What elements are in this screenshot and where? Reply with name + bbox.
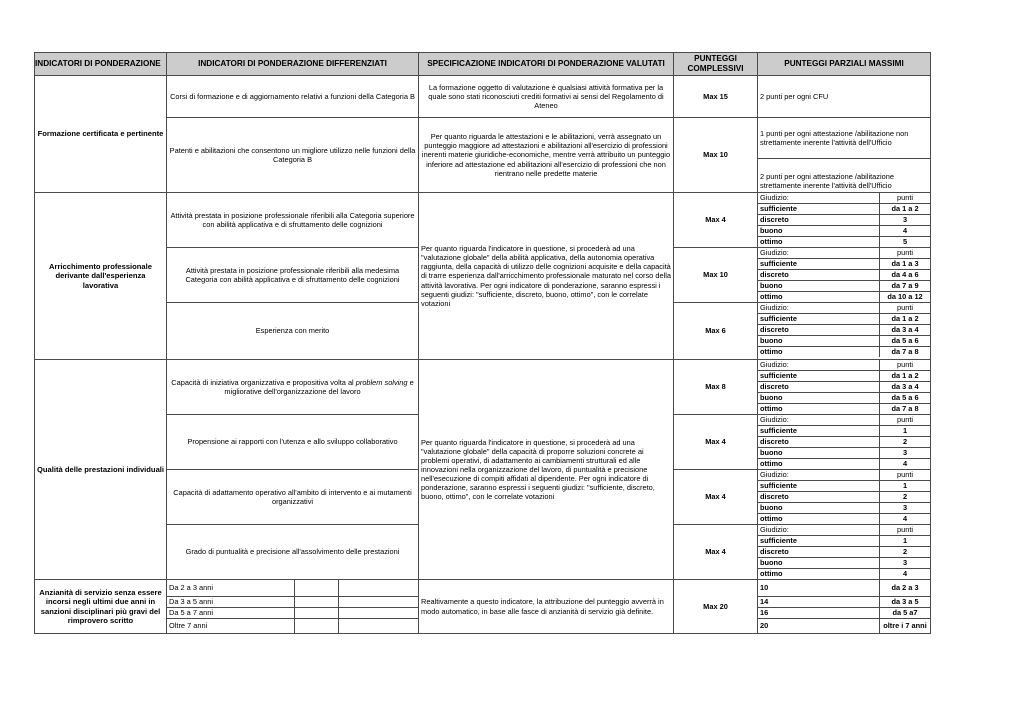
score-scale-row [758, 248, 930, 259]
judgement-points: punti [880, 360, 931, 371]
judgement-points: da 1 a 2 [880, 371, 931, 382]
judgement-points: da 7 a 8 [891, 347, 919, 357]
judgement-label: buono [758, 393, 880, 404]
judgement-label: sufficiente [758, 426, 880, 437]
judgement-points: 4 [902, 459, 908, 469]
seniority-range: Da 3 a 5 anni [167, 597, 295, 608]
judgement-label: buono [758, 226, 880, 237]
judgement-label: Giudizio: [758, 415, 880, 426]
header-total-scores: PUNTEGGI COMPLESSIVI [674, 53, 758, 76]
judgement-points: 3 [880, 503, 931, 514]
judgement-label: ottimo [758, 569, 880, 580]
judgement-label: buono [758, 448, 880, 459]
judgement-label: Giudizio: [758, 303, 880, 314]
specification-text: Per quanto riguarda l'indicatore in questione, si procederà ad una "valutazione globale" della abilità applicativa, della autonomia operativa raggiunta, della capacità di utilizzo delle cognizioni acquisite e della capacità di trarre esperienza dall'arricchimento professionale maturato nel corso della attività lavorativa. Per ogni indicatore di ponderazione, saranno espressi i seguenti giudizi: "sufficiente, discreto, buono, ottimo", con le correlate votazioni [419, 193, 674, 360]
score-scale [758, 248, 930, 302]
score-scale-row [758, 437, 930, 448]
indicator-seniority: Anzianità di servizio senza essere incorsi negli ultimi due anni in sanzioni disciplinari più gravi del rimprovero scritto [35, 580, 167, 634]
total-score: Max 20 [674, 580, 758, 634]
judgement-label: discreto [758, 215, 880, 226]
judgement-points: 2 [880, 492, 931, 503]
table-row [35, 360, 931, 415]
score-scale-row [758, 470, 930, 481]
specification-text: Per quanto riguarda l'indicatore in questione, si procederà ad una "valutazione globale" della capacità di proporre soluzioni concrete ai problemi operativi, di adattamento ai cambiamenti strutturali ed alle innovazioni nella organizzazione del lavoro, di puntualità e precisione nell'esecuzione di compiti affidati al dipendente. Per ogni indicatore di ponderazione, saranno espressi i seguenti giudizi: "sufficiente, discreto, buono, ottimo", con le correlate votazioni [419, 360, 674, 580]
judgement-points: punti [880, 303, 931, 314]
score-scale-row [758, 204, 930, 215]
seniority-range: Da 2 a 3 anni [167, 580, 295, 597]
judgement-label: buono [758, 503, 880, 514]
score-scale-row [758, 514, 930, 525]
score-scale-row [758, 459, 930, 470]
judgement-label: sufficiente [758, 259, 880, 270]
seniority-score-range: da 3 a 5 [880, 597, 931, 608]
indicator-training: Formazione certificata e pertinente [35, 76, 167, 193]
judgement-label: buono [758, 558, 880, 569]
differentiated-indicator: Esperienza con merito [167, 303, 419, 360]
score-scale [758, 303, 930, 357]
seniority-points: 10 [758, 580, 880, 597]
header-indicators: INDICATORI DI PONDERAZIONE [35, 53, 167, 76]
judgement-points: punti [880, 525, 931, 536]
score-scale-row [758, 347, 930, 358]
total-score: Max 4 [674, 193, 758, 248]
score-scale-row [758, 393, 930, 404]
judgement-points: 3 [880, 448, 931, 459]
judgement-points: 5 [902, 237, 908, 247]
differentiated-indicator: Grado di puntualità e precisione all'assolvimento delle prestazioni [167, 525, 419, 580]
judgement-points: punti [880, 470, 931, 481]
header-specification: SPECIFICAZIONE INDICATORI DI PONDERAZIONE VALUTATI [419, 53, 674, 76]
judgement-points: da 10 a 12 [887, 292, 923, 302]
judgement-points: da 1 a 3 [880, 259, 931, 270]
judgement-label: Giudizio: [758, 525, 880, 536]
table-row [35, 580, 931, 634]
specification-text: Realtivamente a questo indicatore, la attribuzione del punteggio avverrà in modo automatico, in base alle fasce di anzianità di servizio già definite. [419, 580, 674, 634]
seniority-score-range: oltre i 7 anni [883, 621, 927, 631]
judgement-label: sufficiente [758, 481, 880, 492]
score-scale-row [758, 259, 930, 270]
indicator-professional-enrichment: Arricchimento professionale derivante dall'esperienza lavorativa [35, 193, 167, 360]
judgement-points: 4 [880, 226, 931, 237]
score-scale-row [758, 237, 930, 248]
judgement-points: da 5 a 6 [880, 393, 931, 404]
total-score: Max 6 [674, 303, 758, 360]
judgement-label: discreto [758, 325, 880, 336]
differentiated-indicator: Propensione ai rapporti con l'utenza e allo sviluppo collaborativo [167, 415, 419, 470]
judgement-label: discreto [758, 437, 880, 448]
score-scale [758, 360, 930, 414]
judgement-points: 1 [880, 426, 931, 437]
differentiated-indicator: Attività prestata in posizione professionale riferibili alla Categoria superiore con abilità applicativa e di sfruttamento delle cognizioni [167, 193, 419, 248]
header-differentiated-indicators: INDICATORI DI PONDERAZIONE DIFFERENZIATI [167, 53, 419, 76]
judgement-label: ottimo [758, 404, 880, 415]
judgement-label: buono [758, 281, 880, 292]
score-scale-row [758, 492, 930, 503]
score-scale [758, 525, 930, 579]
judgement-label: discreto [758, 382, 880, 393]
judgement-points: da 3 a 4 [880, 382, 931, 393]
seniority-scores [758, 580, 930, 633]
score-scale-row [758, 226, 930, 237]
judgement-points: da 3 a 4 [880, 325, 931, 336]
seniority-range: Oltre 7 anni [167, 619, 295, 634]
score-scale [758, 193, 930, 247]
differentiated-indicator: Patenti e abilitazioni che consentono un migliore utilizzo nelle funzioni della Categoria B [167, 118, 419, 193]
score-scale-row [758, 503, 930, 514]
score-scale-row [758, 481, 930, 492]
differentiated-indicator: Capacità di adattamento operativo all'ambito di intervento e ai mutamenti organizzativi [167, 470, 419, 525]
judgement-points: 3 [880, 558, 931, 569]
score-scale-row [758, 371, 930, 382]
judgement-points: 2 [880, 547, 931, 558]
differentiated-indicator: Attività prestata in posizione professionale riferibili alla medesima Categoria con abilità applicativa e di sfruttamento delle cognizioni [167, 248, 419, 303]
judgement-label: Giudizio: [758, 193, 880, 204]
judgement-points: 1 [880, 481, 931, 492]
judgement-points: da 4 a 6 [880, 270, 931, 281]
judgement-label: sufficiente [758, 536, 880, 547]
judgement-points: 3 [880, 215, 931, 226]
partial-score-split [758, 118, 931, 193]
score-scale [758, 470, 930, 524]
judgement-label: buono [758, 336, 880, 347]
score-scale-row [758, 325, 930, 336]
judgement-points: 1 [880, 536, 931, 547]
judgement-label: ottimo [758, 237, 880, 248]
judgement-points: punti [880, 248, 931, 259]
total-score: Max 4 [674, 415, 758, 470]
score-scale-row [758, 360, 930, 371]
judgement-label: Giudizio: [758, 248, 880, 259]
judgement-label: sufficiente [758, 371, 880, 382]
judgement-points: da 1 a 2 [880, 314, 931, 325]
score-scale-row [758, 270, 930, 281]
score-scale-row [758, 525, 930, 536]
total-score: Max 8 [674, 360, 758, 415]
score-scale-row [758, 448, 930, 459]
judgement-label: ottimo [758, 459, 880, 470]
judgement-points: da 1 a 2 [880, 204, 931, 215]
score-scale-row [758, 558, 930, 569]
judgement-label: Giudizio: [758, 360, 880, 371]
judgement-points: 4 [902, 514, 908, 524]
indicator-performance-quality: Qualità delle prestazioni individuali [35, 360, 167, 580]
seniority-points: 20 [758, 619, 880, 634]
seniority-range: Da 5 a 7 anni [167, 608, 295, 619]
header-max-partial-scores: PUNTEGGI PARZIALI MASSIMI [758, 53, 931, 76]
table-row [35, 76, 931, 118]
judgement-label: discreto [758, 492, 880, 503]
specification-text: La formazione oggetto di valutazione è qualsiasi attività formativa per la quale sono stati riconosciuti crediti formativi ai sensi del Regolamento di Ateneo [419, 76, 674, 118]
judgement-label: sufficiente [758, 314, 880, 325]
total-score: Max 4 [674, 525, 758, 580]
partial-score-related: 2 punti per ogni attestazione /abilitazione strettamente inerente l'attività dell'Ufficio [760, 171, 894, 190]
total-score: Max 4 [674, 470, 758, 525]
judgement-points: 4 [902, 569, 908, 579]
score-scale-row [758, 382, 930, 393]
score-scale-row [758, 336, 930, 347]
table-row [35, 118, 931, 193]
judgement-label: sufficiente [758, 204, 880, 215]
score-scale-row [758, 314, 930, 325]
differentiated-indicator: Corsi di formazione e di aggiornamento relativi a funzioni della Categoria B [167, 76, 419, 118]
judgement-label: ottimo [758, 347, 880, 358]
score-scale-row [758, 536, 930, 547]
weighting-indicators-table [34, 52, 931, 634]
table-row [35, 193, 931, 248]
judgement-points: punti [880, 193, 931, 204]
header-row [35, 53, 931, 76]
score-scale-row [758, 193, 930, 204]
seniority-score-range: da 5 a7 [880, 608, 931, 619]
judgement-label: discreto [758, 547, 880, 558]
seniority-ranges [167, 580, 418, 633]
partial-score-nonrelated: 1 punti per ogni attestazione /abilitazione non strettamente inerente l'attività dell'Ufficio [758, 118, 930, 158]
score-scale-row [758, 426, 930, 437]
score-scale-row [758, 569, 930, 580]
score-scale-row [758, 303, 930, 314]
score-scale-row [758, 281, 930, 292]
differentiated-indicator: Capacità di iniziativa organizzativa e propositiva volta al problem solving e migliorative dell'organizzazione del lavoro [167, 360, 419, 415]
total-score: Max 10 [674, 248, 758, 303]
judgement-label: ottimo [758, 514, 880, 525]
score-scale [758, 415, 930, 469]
judgement-points: da 7 a 9 [880, 281, 931, 292]
score-scale-row [758, 215, 930, 226]
score-scale-row [758, 292, 930, 303]
seniority-points: 16 [758, 608, 880, 619]
judgement-points: da 7 a 8 [891, 404, 919, 414]
judgement-label: discreto [758, 270, 880, 281]
judgement-label: ottimo [758, 292, 880, 303]
judgement-points: 2 [880, 437, 931, 448]
total-score: Max 15 [674, 76, 758, 118]
judgement-label: Giudizio: [758, 470, 880, 481]
score-scale-row [758, 415, 930, 426]
judgement-points: punti [880, 415, 931, 426]
total-score: Max 10 [674, 118, 758, 193]
seniority-score-range: da 2 a 3 [880, 580, 931, 597]
specification-text: Per quanto riguarda le attestazioni e le abilitazioni, verrà assegnato un punteggio maggiore ad attestazioni e abilitazioni all'esercizio di professioni inerenti materie giuridiche-economiche, mentre verrà attribuito un punteggio inferiore ad attestazione ed abilitazioni all'esercizio di professioni che non rientrano nelle predette materie [419, 118, 674, 193]
partial-score: 2 punti per ogni CFU [758, 76, 931, 118]
seniority-points: 14 [758, 597, 880, 608]
score-scale-row [758, 404, 930, 415]
judgement-points: da 5 a 6 [880, 336, 931, 347]
score-scale-row [758, 547, 930, 558]
